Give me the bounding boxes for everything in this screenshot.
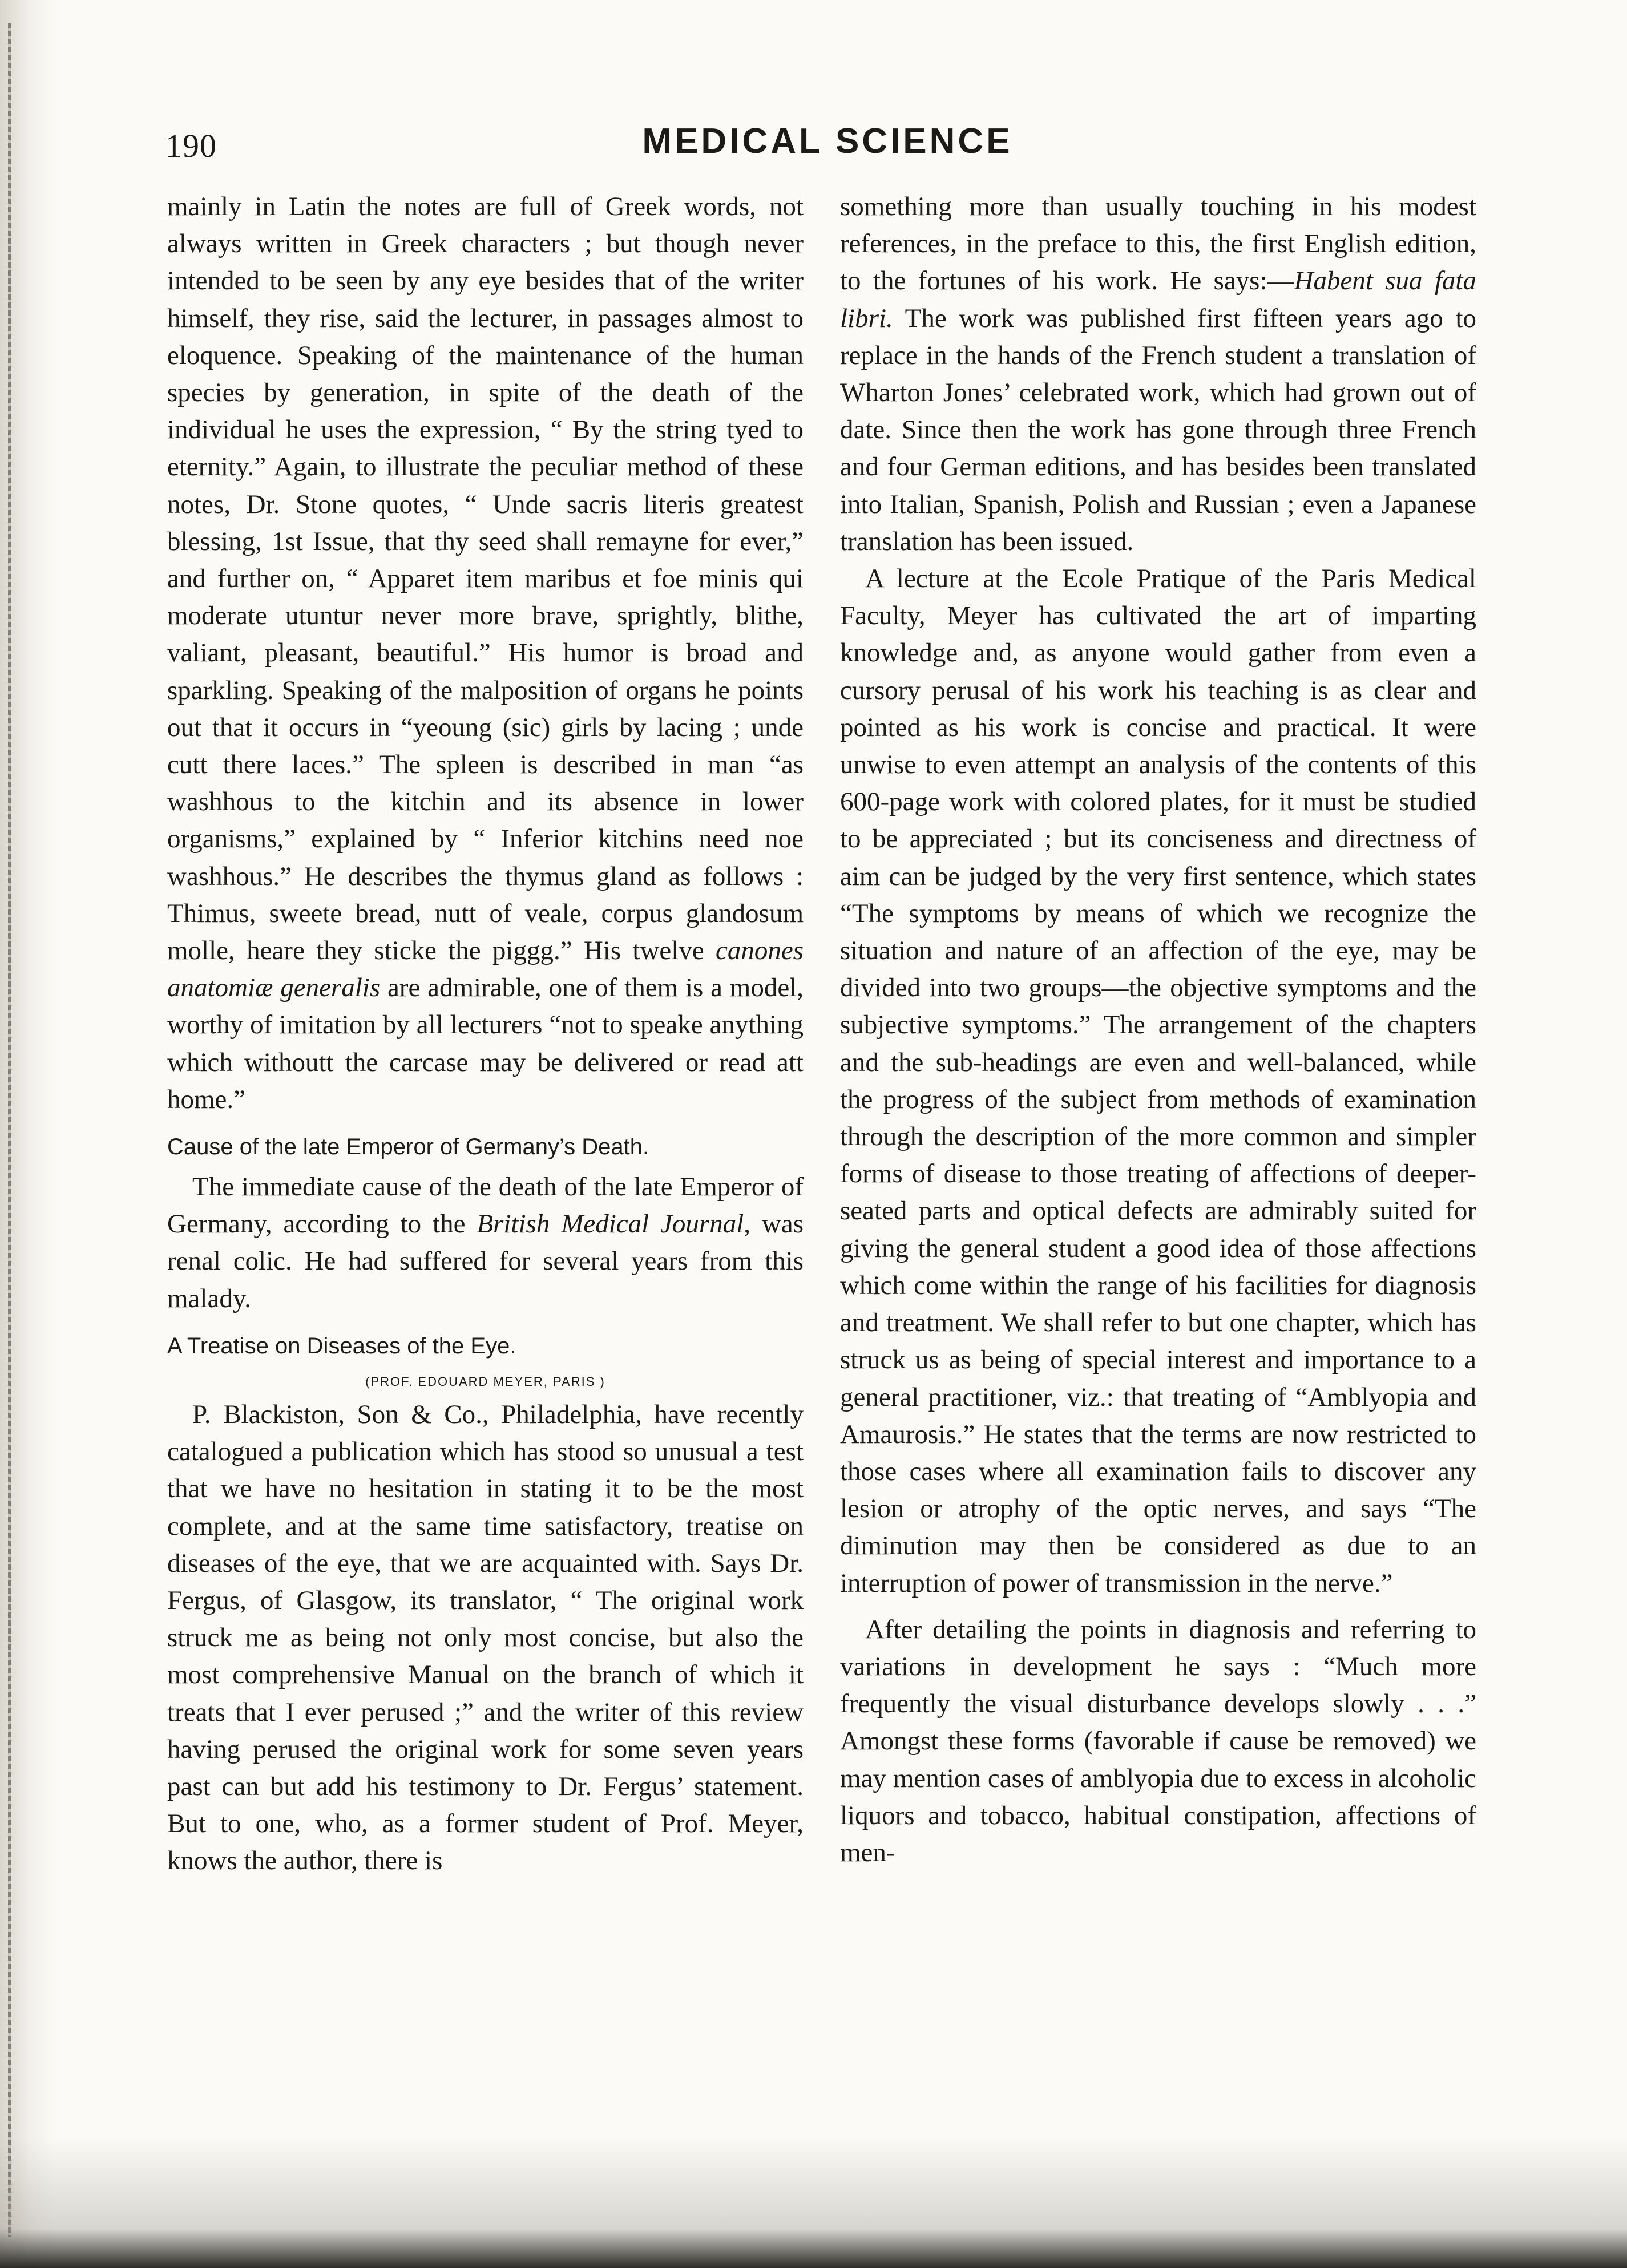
text-run: something more than usually touching in his modest references, in the preface to this, the first English edition, to the fortunes of his work. He says:— [840,192,1476,296]
article-paragraph [167,188,804,1118]
text-run: mainly in Latin the notes are full of Greek words, not always written in Greek characters ; but though never intended to be seen by any eye besides that of the writer himself, they rise, said the lecturer, in passages almost to eloquence. Speaking of the maintenance of the human species by generation, in spite of the death of the individual he uses the expression, “ By the string tyed to eternity.” Again, to illustrate the peculiar method of these notes, Dr. Stone quotes, “ Unde sacris literis greatest blessing, 1st Issue, that thy seed shall remayne for ever,” and further on, “ Apparet item maribus et foe minis qui moderate utuntur never more brave, sprightly, blithe, valiant, pleasant, beautiful.” His humor is broad and sparkling. Speaking of the malposition of organs he points out that it occurs in “yeoung (sic) girls by lacing ; unde cutt there laces.” The spleen is described in man “as washhous to the kitchin and its absence in lower organisms,” explained by “ Inferior kitchins need noe washhous.” He describes the thymus gland as follows : Thimus, sweete bread, nutt of veale, corpus glandosum molle, heare they sticke the piggg.” His twelve [167,192,804,966]
journal-title: MEDICAL SCIENCE [642,122,1013,161]
section-heading: A Treatise on Diseases of the Eye. [167,1333,516,1359]
article-paragraph: After detailing the points in diagnosis and referring to variations in development he says : “Much more frequently the visual disturbance develops slowly . . .” Amongst these forms (favorable if cause be removed) we may mention cases of amblyopia due to excess in alcoholic liquors and tobacco, habitual constipation, affections of men- [840,1614,1476,1867]
right-column [840,188,1476,1871]
text-run: , was renal colic. He had suffered for several years from this malady. [167,1209,804,1313]
latin-phrase: Habent sua fata libri. [840,266,1476,333]
text-run: The immediate cause of the death of the late Emperor of Germany, according to the [167,1172,804,1239]
page-bottom-edge [0,2137,1627,2268]
journal-name: British Medical Journal [477,1209,744,1239]
binding-edge [8,23,11,2237]
article-paragraph [167,1169,804,1317]
page-number: 190 [165,127,217,164]
article-paragraph [840,188,1476,560]
page-spine-shadow [0,0,54,2268]
running-head [165,121,1489,172]
latin-phrase: canones anatomiæ generalis [167,936,804,1003]
article-paragraph: P. Blackiston, Son & Co., Philadelphia, have recently catalogued a publication which has stood so unusual a test that we have no hesitation in stating it to be the most complete, and at the same time satisfactory, treatise on diseases of the eye, that we are acquainted with. Says Dr. Fergus, of Glasgow, its translator, “ The original work struck me as being not only most concise, but also the most comprehensive Manual on the branch of which it treats that I ever perused ;” and the writer of this review having perused the original work for some seven years past can but add his testimony to Dr. Fergus’ statement. But to one, who, as a former student of Prof. Meyer, knows the author, there is [167,1399,804,1876]
text-run: The work was published first fifteen years ago to replace in the hands of the French student a translation of Wharton Jones’ celebrated work, which had grown out of date. Since then the work has gone through three French and four German editions, and has besides been translated into Italian, Spanish, Polish and Russian ; even a Japanese translation has been issued. [840,303,1476,556]
article-paragraph: A lecture at the Ecole Pratique of the Paris Medical Faculty, Meyer has cultivated the art of imparting knowledge and, as anyone would gather from even a cursory perusal of his work his teaching is as clear and pointed as his work is concise and practical. It were unwise to even attempt an analysis of the contents of this 600-page work with colored plates, for it must be studied to be appreciated ; but its conciseness and directness of aim can be judged by the very first sentence, which states “The symptoms by means of which we recognize the situation and nature of an affection of the eye, may be divided into two groups—the objective symptoms and the subjective symptoms.” The arrangement of the chapters and the sub-headings are even and well-balanced, while the progress of the subject from methods of examination through the description of the more common and simpler forms of disease to those treating of affections of deeper-seated parts and optical defects are admirably suited for giving the general student a good idea of those affections which come within the range of his facilities for diagnosis and treatment. We shall refer to but one chapter, which has struck us as being of special interest and importance to a general practitioner, viz.: that treating of “Amblyopia and Amaurosis.” He states that the terms are now restricted to those cases where all examination fails to discover any lesion or atrophy of the optic nerves, and says “The diminution may then be considered as due to an interruption of power of transmission in the nerve.” [840,564,1476,1598]
section-heading: Cause of the late Emperor of Germany’s Death. [167,1134,649,1160]
left-column [167,188,804,1880]
author-byline: (PROF. EDOUARD MEYER, PARIS ) [365,1374,605,1389]
text-run: are admirable, one of them is a model, worthy of imitation by all lecturers “not to speake anything which withoutt the carcase may be delivered or read att home.” [167,973,804,1114]
